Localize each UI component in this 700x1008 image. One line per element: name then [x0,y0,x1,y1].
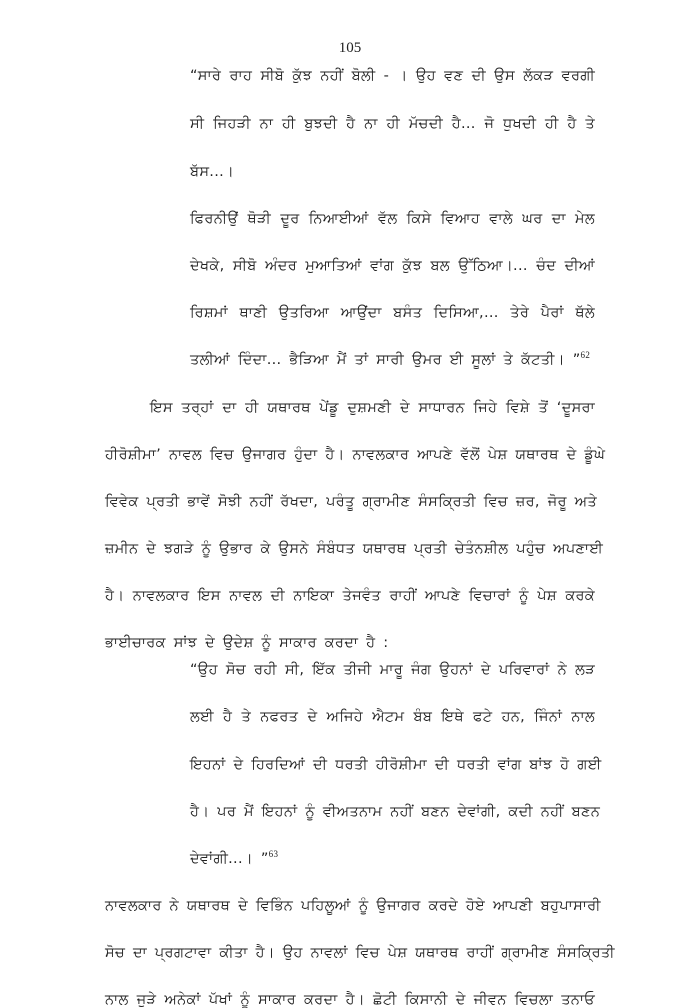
quote-line: “ਉਹ ਸੋਚ ਰਹੀ ਸੀ, ਇੱਕ ਤੀਜੀ ਮਾਰੂ ਜੰਗ ਉਹਨਾਂ ਦੇ ਪਰਿਵਾਰਾਂ ਨੇ ਲੜ [190,662,595,678]
quote-line: ਲਈ ਹੈ ਤੇ ਨਫਰਤ ਦੇ ਅਜਿਹੇ ਐਟਮ ਬੰਬ ਇਥੇ ਫਟੇ ਹਨ, ਜਿੰਨਾਂ ਨਾਲ [190,709,595,725]
quote-line: ਇਹਨਾਂ ਦੇ ਹਿਰਦਿਆਂ ਦੀ ਧਰਤੀ ਹੀਰੋਸ਼ੀਮਾ ਦੀ ਧਰਤੀ ਵਾਂਗ ਬਾਂਝ ਹੋ ਗਈ [190,757,602,773]
quote-line: ਬੱਸ...। [190,164,235,180]
paragraph-line: ਹੈ। ਨਾਵਲਕਾਰ ਇਸ ਨਾਵਲ ਦੀ ਨਾਇਕਾ ਤੇਜਵੰਤ ਰਾਹੀਂ ਆਪਣੇ ਵਿਚਾਰਾਂ ਨੂੰ ਪੇਸ਼ ਕਰਕੇ [105,588,595,604]
quote-line: ਸੀ ਜਿਹੜੀ ਨਾ ਹੀ ਬੁਝਦੀ ਹੈ ਨਾ ਹੀ ਮੱਚਦੀ ਹੈ... ਜੋ ਧੁਖਦੀ ਹੀ ਹੈ ਤੇ [190,116,595,132]
paragraph-line: ਜ਼ਮੀਨ ਦੇ ਝਗੜੇ ਨੂੰ ਉਭਾਰ ਕੇ ਉਸਨੇ ਸੰਬੰਧਤ ਯਥਾਰਥ ਪ੍ਰਤੀ ਚੇਤੰਨਸ਼ੀਲ ਪਹੁੰਚ ਅਪਣਾਈ [105,541,604,557]
quote-line: ਫਿਰਨੀਉਂ ਥੋੜੀ ਦੂਰ ਨਿਆਈਆਂ ਵੱਲ ਕਿਸੇ ਵਿਆਹ ਵਾਲੇ ਘਰ ਦਾ ਮੇਲ [190,211,595,227]
quote-line: ਦੇਖਕੇ, ਸੀਬੋ ਅੰਦਰ ਮੁਆਤਿਆਂ ਵਾਂਗ ਕੁੱਝ ਬਲ ਉੱਠਿਆ।... ਚੰਦ ਦੀਆਂ [190,258,595,274]
quote-text: ਦੇਵਾਂਗੀ...। ” [190,851,269,867]
quote-text: ਤਲੀਆਂ ਦਿੰਦਾ... ਭੈੜਿਆ ਮੈਂ ਤਾਂ ਸਾਰੀ ਉਮਰ ਈ ਸੂਲਾਂ ਤੇ ਕੱਟਤੀ। ” [190,352,581,368]
paragraph-line: ਨਾਲ ਜੁੜੇ ਅਨੇਕਾਂ ਪੱਖਾਂ ਨੂੰ ਸਾਕਾਰ ਕਰਦਾ ਹੈ। ਛੋਟੀ ਕਿਸਾਨੀ ਦੇ ਜੀਵਨ ਵਿਚਲਾ ਤਨਾਓ [105,992,595,1008]
quote-line: ਹੈ। ਪਰ ਮੈਂ ਇਹਨਾਂ ਨੂੰ ਵੀਅਤਨਾਮ ਨਹੀਂ ਬਣਨ ਦੇਵਾਂਗੀ, ਕਦੀ ਨਹੀਂ ਬਣਨ [190,804,601,820]
quote-line: “ਸਾਰੇ ਰਾਹ ਸੀਬੋ ਕੁੱਝ ਨਹੀਂ ਬੋਲੀ - । ਉਹ ਵਣ ਦੀ ਉਸ ਲੱਕੜ ਵਰਗੀ [190,68,595,84]
paragraph-line: ਵਿਵੇਕ ਪ੍ਰਤੀ ਭਾਵੇਂ ਸੋਝੀ ਨਹੀਂ ਰੱਖਦਾ, ਪਰੰਤੂ ਗ੍ਰਾਮੀਣ ਸੰਸਕ੍ਰਿਤੀ ਵਿਚ ਜ਼ਰ, ਜੋਰੂ ਅਤੇ [105,494,598,510]
quote-line-last [190,352,595,368]
footnote-marker: 62 [580,350,591,361]
quote-line-last [190,851,595,867]
page-number: 105 [338,40,362,56]
paragraph-line: ਇਸ ਤਰ੍ਹਾਂ ਦਾ ਹੀ ਯਥਾਰਥ ਪੇਂਡੂ ਦੁਸ਼ਮਣੀ ਦੇ ਸਾਧਾਰਨ ਜਿਹੇ ਵਿਸ਼ੇ ਤੋਂ ‘ਦੂਸਰਾ [150,400,595,416]
footnote-marker: 63 [268,849,279,860]
paragraph-line: ਭਾਈਚਾਰਕ ਸਾਂਝ ਦੇ ਉਦੇਸ਼ ਨੂੰ ਸਾਕਾਰ ਕਰਦਾ ਹੈ : [105,635,389,651]
quote-line: ਰਿਸ਼ਮਾਂ ਥਾਣੀ ਉਤਰਿਆ ਆਉਂਦਾ ਬਸੰਤ ਦਿਸਿਆ,... ਤੇਰੇ ਪੈਰਾਂ ਥੱਲੇ [190,305,595,321]
paragraph-line: ਹੀਰੋਸ਼ੀਮਾ’ ਨਾਵਲ ਵਿਚ ਉਜਾਗਰ ਹੁੰਦਾ ਹੈ। ਨਾਵਲਕਾਰ ਆਪਣੇ ਵੱਲੋਂ ਪੇਸ਼ ਯਥਾਰਥ ਦੇ ਡੂੰਘੇ [105,447,606,463]
paragraph-line: ਨਾਵਲਕਾਰ ਨੇ ਯਥਾਰਥ ਦੇ ਵਿਭਿੰਨ ਪਹਿਲੂਆਂ ਨੂੰ ਉਜਾਗਰ ਕਰਦੇ ਹੋਏ ਆਪਣੀ ਬਹੁਪਾਸਾਰੀ [105,898,601,914]
paragraph-line: ਸੋਚ ਦਾ ਪ੍ਰਗਟਾਵਾ ਕੀਤਾ ਹੈ। ਉਹ ਨਾਵਲਾਂ ਵਿਚ ਪੇਸ਼ ਯਥਾਰਥ ਰਾਹੀਂ ਗ੍ਰਾਮੀਣ ਸੰਸਕ੍ਰਿਤੀ [105,945,615,961]
